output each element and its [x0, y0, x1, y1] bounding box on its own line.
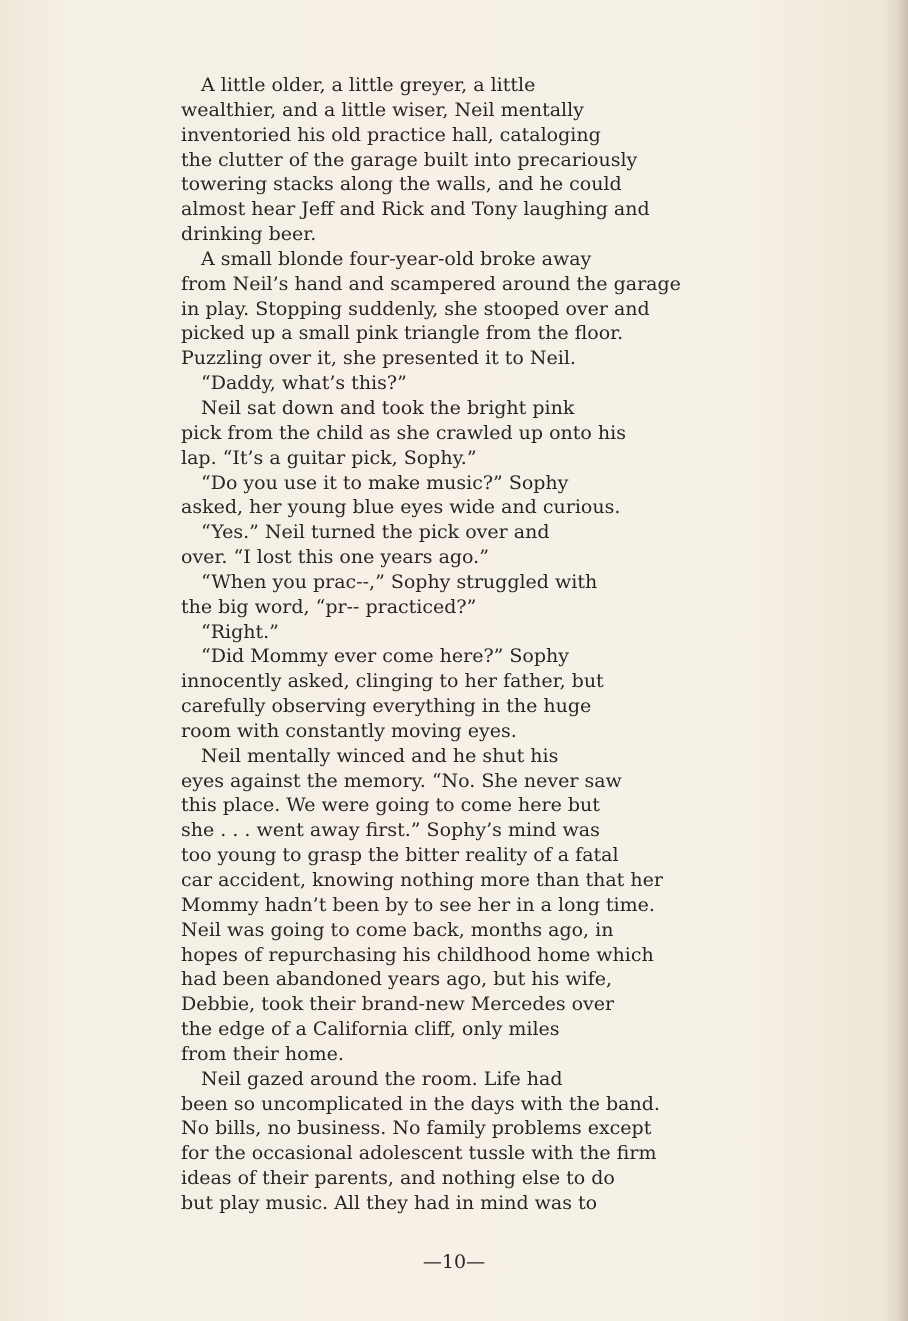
text-line: Mommy hadn’t been by to see her in a long time.: [181, 893, 655, 916]
text-line: wealthier, and a little wiser, Neil mentally: [181, 98, 584, 121]
text-line: pick from the child as she crawled up onto his: [181, 421, 626, 444]
text-line: the clutter of the garage built into precariously: [181, 148, 638, 171]
text-line: “Yes.” Neil turned the pick over and: [201, 521, 550, 544]
text-line: A small blonde four-year-old broke away: [201, 247, 592, 270]
text-line: carefully observing everything in the huge: [181, 695, 592, 718]
text-line: No bills, no business. No family problems except: [181, 1117, 652, 1140]
text-line: “Did Mommy ever come here?” Sophy: [201, 645, 569, 668]
story-text: [181, 73, 701, 1216]
text-line: drinking beer.: [181, 223, 317, 246]
text-line: Puzzling over it, she presented it to Neil.: [181, 347, 576, 370]
page-edge-shadow: [898, 0, 908, 1321]
text-line: towering stacks along the walls, and he could: [181, 173, 622, 196]
text-line: had been abandoned years ago, but his wife,: [181, 968, 613, 991]
text-line: she . . . went away first.” Sophy’s mind was: [181, 819, 600, 842]
text-line: the edge of a California cliff, only miles: [181, 1018, 560, 1041]
text-line: “Do you use it to make music?” Sophy: [201, 471, 569, 494]
text-line: this place. We were going to come here but: [181, 794, 600, 817]
text-line: A little older, a little greyer, a little: [201, 74, 536, 96]
text-line: from their home.: [181, 1042, 344, 1065]
text-line: innocently asked, clinging to her father, but: [181, 670, 604, 693]
text-line: Debbie, took their brand-new Mercedes over: [181, 993, 615, 1016]
text-line: car accident, knowing nothing more than that her: [181, 869, 663, 891]
text-line: inventoried his old practice hall, cataloging: [181, 123, 601, 146]
text-line: too young to grasp the bitter reality of a fatal: [181, 844, 619, 867]
text-line: in play. Stopping suddenly, she stooped over and: [181, 297, 650, 320]
text-line: eyes against the memory. “No. She never saw: [181, 769, 622, 792]
text-line: been so uncomplicated in the days with the band.: [181, 1092, 660, 1115]
text-line: Neil sat down and took the bright pink: [201, 396, 575, 419]
text-line: “When you prac--,” Sophy struggled with: [201, 570, 598, 593]
text-line: picked up a small pink triangle from the floor.: [181, 322, 624, 345]
page-number: —10—: [422, 1251, 486, 1273]
text-line: lap. “It’s a guitar pick, Sophy.”: [181, 446, 477, 469]
text-line: for the occasional adolescent tussle with the firm: [181, 1142, 657, 1165]
text-line: ideas of their parents, and nothing else to do: [181, 1167, 615, 1190]
text-line: from Neil’s hand and scampered around the garage: [181, 272, 681, 295]
text-line: “Right.”: [201, 620, 279, 643]
text-line: but play music. All they had in mind was to: [181, 1191, 598, 1214]
text-line: over. “I lost this one years ago.”: [181, 546, 489, 569]
text-line: hopes of repurchasing his childhood home which: [181, 943, 654, 966]
text-line: “Daddy, what’s this?”: [201, 372, 407, 395]
text-line: Neil was going to come back, months ago, in: [181, 918, 614, 941]
text-line: Neil mentally winced and he shut his: [201, 744, 559, 767]
text-line: asked, her young blue eyes wide and curious.: [181, 496, 621, 519]
text-line: the big word, “pr-- practiced?”: [181, 595, 477, 618]
text-line: almost hear Jeff and Rick and Tony laughing and: [181, 198, 650, 221]
text-line: room with constantly moving eyes.: [181, 719, 517, 742]
text-line: Neil gazed around the room. Life had: [201, 1067, 563, 1090]
